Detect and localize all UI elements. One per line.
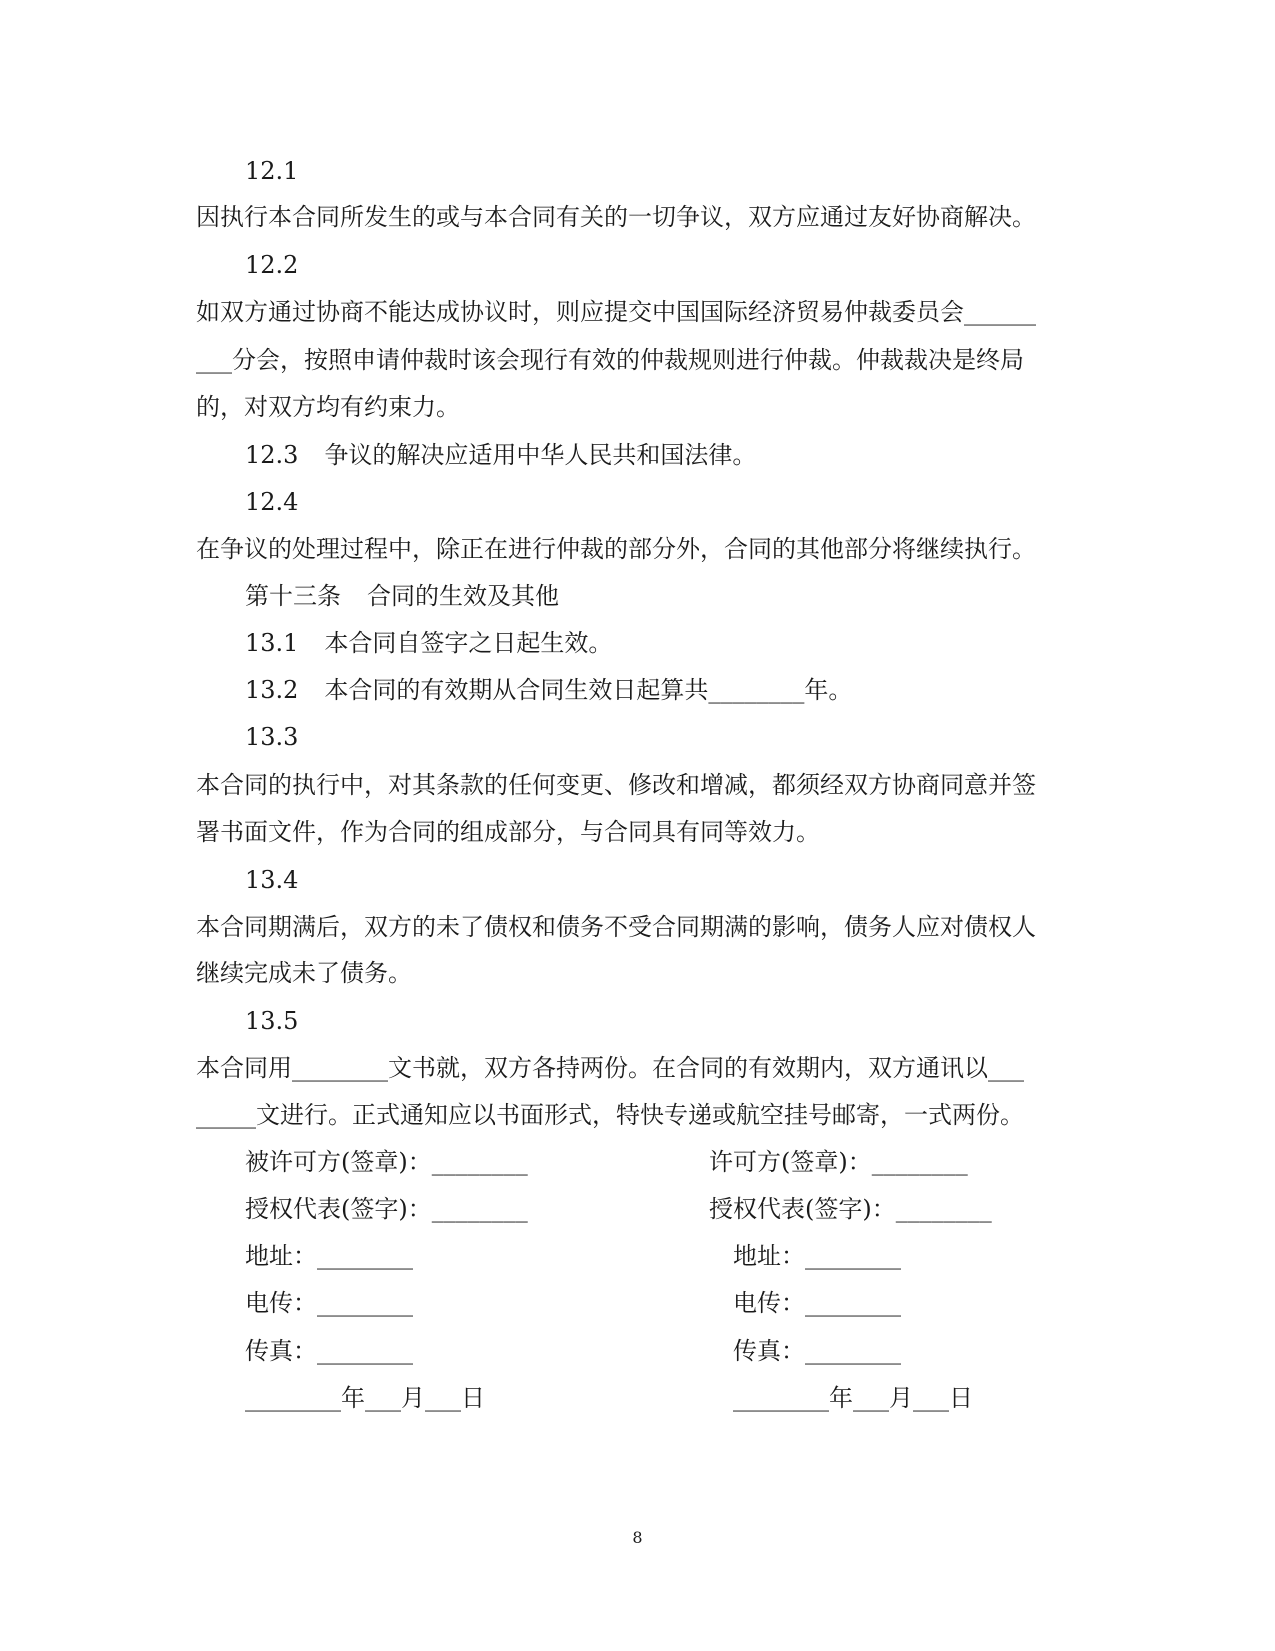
clause-13-5-line-2: _____文进行。正式通知应以书面形式，特快专递或航空挂号邮寄，一式两份。 xyxy=(196,1101,1024,1129)
clause-12-3 xyxy=(245,440,1125,470)
clause-12-3-number: 12.3 xyxy=(245,441,299,469)
clause-13-1 xyxy=(245,628,1125,658)
clause-13-4-line-2: 继续完成未了债务。 xyxy=(196,959,412,987)
article-13-heading xyxy=(245,581,1125,611)
clause-13-4-line-1: 本合同期满后，双方的未了债权和债务不受合同期满的影响，债务人应对债权人 xyxy=(196,913,1036,941)
licensor-address: 地址：________ xyxy=(733,1242,901,1270)
clause-13-5-number: 13.5 xyxy=(245,1007,299,1035)
clause-12-2-line-1: 如双方通过协商不能达成协议时，则应提交中国国际经济贸易仲裁委员会______ xyxy=(196,298,1036,326)
clause-13-3-line-2: 署书面文件，作为合同的组成部分，与合同具有同等效力。 xyxy=(196,818,820,846)
clause-13-5-line-1: 本合同用________文书就，双方各持两份。在合同的有效期内，双方通讯以___ xyxy=(196,1054,1024,1082)
clause-12-4-text: 在争议的处理过程中，除正在进行仲裁的部分外，合同的其他部分将继续执行。 xyxy=(196,535,1036,563)
clause-12-3-text: 争议的解决应适用中华人民共和国法律。 xyxy=(324,441,757,469)
clause-13-4-number: 13.4 xyxy=(245,866,299,894)
clause-13-1-number: 13.1 xyxy=(245,629,299,657)
licensor-fax: 传真：________ xyxy=(733,1337,901,1365)
clause-12-2-number: 12.2 xyxy=(245,251,299,279)
licensor-telex: 电传：________ xyxy=(733,1289,901,1317)
clause-13-2-number: 13.2 xyxy=(245,676,299,704)
clause-13-3-number: 13.3 xyxy=(245,723,299,751)
clause-13-1-text: 本合同自签字之日起生效。 xyxy=(324,629,613,657)
clause-12-4-number: 12.4 xyxy=(245,488,299,516)
article-13-title: 合同的生效及其他 xyxy=(367,582,559,610)
licensor-date: ________年___月___日 xyxy=(733,1384,973,1412)
licensee-telex: 电传：________ xyxy=(245,1289,413,1317)
article-13-number: 第十三条 xyxy=(245,582,341,610)
clause-12-2-line-3: 的，对双方均有约束力。 xyxy=(196,393,460,421)
clause-12-1-number: 12.1 xyxy=(245,157,299,185)
licensee-representative: 授权代表(签字)：________ xyxy=(245,1195,528,1223)
clause-13-2 xyxy=(245,675,1125,705)
licensor-representative: 授权代表(签字)：________ xyxy=(709,1195,992,1223)
licensee-signature: 被许可方(签章)：________ xyxy=(245,1148,528,1176)
page-number: 8 xyxy=(632,1528,643,1547)
clause-12-1-text: 因执行本合同所发生的或与本合同有关的一切争议，双方应通过友好协商解决。 xyxy=(196,203,1036,231)
clause-13-2-text: 本合同的有效期从合同生效日起算共________年。 xyxy=(324,676,853,704)
clause-13-3-line-1: 本合同的执行中，对其条款的任何变更、修改和增减，都须经双方协商同意并签 xyxy=(196,771,1036,799)
licensee-address: 地址：________ xyxy=(245,1242,413,1270)
clause-12-2-line-2: ___分会，按照申请仲裁时该会现行有效的仲裁规则进行仲裁。仲裁裁决是终局 xyxy=(196,346,1024,374)
licensee-date: ________年___月___日 xyxy=(245,1384,485,1412)
licensor-signature: 许可方(签章)：________ xyxy=(709,1148,968,1176)
licensee-fax: 传真：________ xyxy=(245,1337,413,1365)
